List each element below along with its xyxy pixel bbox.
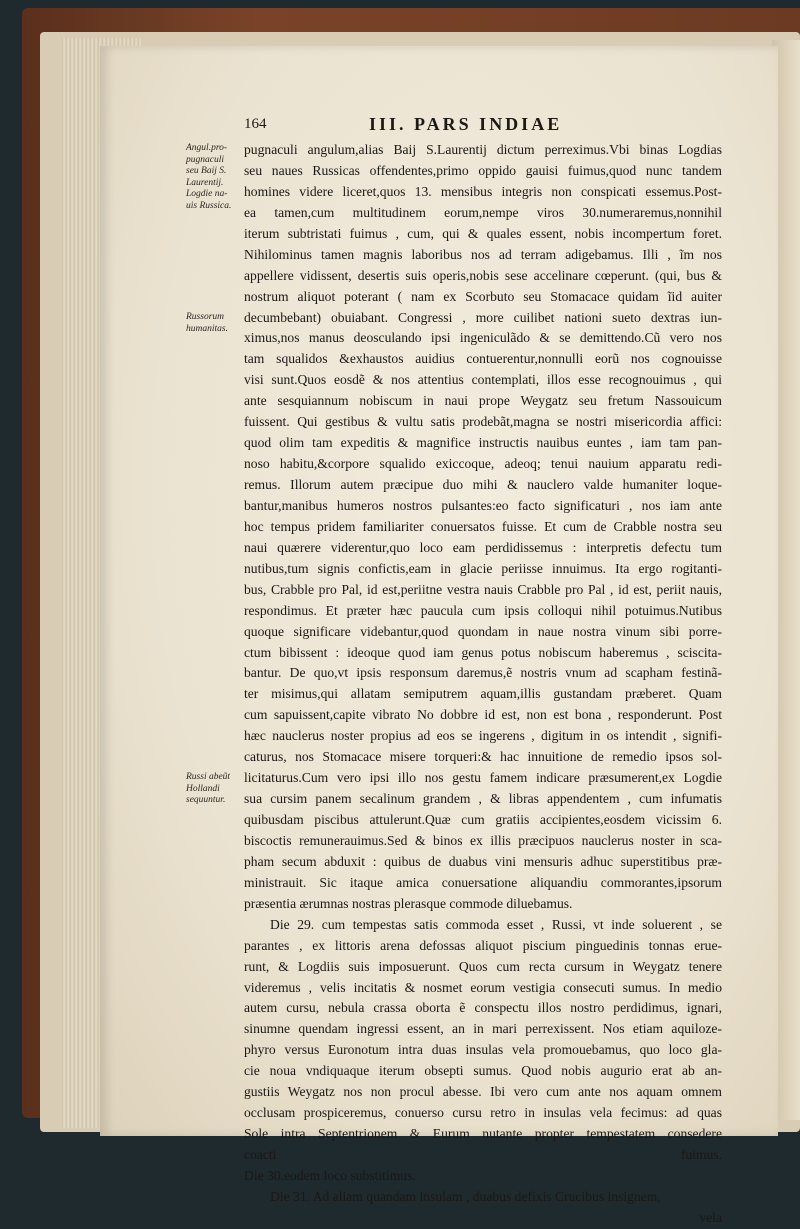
- text-line: homines videre liceret,quos 13. mensibus integris non conspicati essemus.Post-: [244, 183, 722, 199]
- text-line: occlusam prospiceremus, conuerso cursu retro in insulas vela fecimus: ad quas: [244, 1105, 722, 1121]
- text-line: gustiis Weygatz nos non procul abesse. Ibi vero cum ante nos aquam omnem: [244, 1084, 722, 1100]
- text-line: licitaturus.Cum vero ipsi illo nos gestu famem indicare præsumerent,ex Logdie: [244, 770, 722, 786]
- text-line: quod olim tam expeditis & magnifice instructis nauibus euntes , iam tam pan-: [244, 435, 722, 451]
- text-line: Nihilominus tamen magnis laboribus nos ad terram adigebamus. Illi , ĩm nos: [244, 246, 722, 262]
- text-line: bus, Crabble pro Pal, id est,periitne vestra nauis Crabble pro Pal , id est, periit nauis,: [244, 581, 722, 597]
- text-line: cum sapuissent,capite vibrato No dobbre id est, non est bona , responderunt. Post: [244, 707, 722, 723]
- text-line: videremus , velis incitatis & nosmet eorum vestigia consecuti sumus. In medio: [244, 979, 722, 995]
- text-line: remus. Illorum autem præcipue duo mihi & nauclero valde humaniter loque-: [244, 477, 722, 492]
- text-line: hoc tempus pridem familiariter conuersatos fuisse. Et cum de Crabble nostra seu: [244, 518, 722, 534]
- text-line: sua cursim panem secalinum grandem , & libras appendentem , cum infumatis: [244, 791, 722, 807]
- text-line: tam squalidos &exhaustos auidius contuerentur,nonnulli eorũ nos cognouisse: [244, 351, 722, 367]
- text-line: Die 30.eodem loco substitimus.: [244, 1167, 416, 1183]
- marginal-note-angul: Angul.pro- pugnaculi seu Baij S. Laurentij. Logdie na- uis Russica.: [186, 143, 232, 211]
- text-line: autem cursu, nebula crassa oborta ẽ conspectu illos nostro perdidimus, ignari,: [244, 1000, 722, 1016]
- running-head: III. PARS INDIAE: [369, 114, 563, 134]
- text-line: seu naues Russicas offendentes,primo oppido gauisi fuimus,quod nunc tandem: [244, 162, 722, 178]
- text-line: respondimus. Et præter hæc paucula cum ipsis colloqui nihil potuimus.Nutibus: [244, 602, 722, 618]
- text-line: phyro versus Euronotum intra duas insulas vela promouebamus, quo loco gla-: [244, 1042, 722, 1058]
- text-line: pugnaculi angulum,alias Baij S.Laurentij dictum perreximus.Vbi binas Logdias: [244, 142, 722, 157]
- body-text: [244, 140, 722, 1229]
- text-line: fuissent. Qui gestibus & vultu satis prodebãt,magna se nostri misericordia affici:: [244, 414, 722, 430]
- text-line: nostrum aliquot poterant ( nam ex Scorbuto seu Stomacace quidam ĩid auiter: [244, 288, 722, 304]
- text-line: visi sunt.Quos eosdẽ & nos attentius contemplati, illos esse recognouimus , qui: [244, 372, 722, 388]
- text-line: cie noua vndiquaque iterum obsepti sumus. Quod nobis augurio erat ab an-: [244, 1063, 722, 1079]
- text-line: Die 29. cum tempestas satis commoda esset , Russi, vt inde soluerent , se: [270, 916, 722, 932]
- text-line: hæc nauclerus noster propius ad eos se ingerens , digitum in os intendit , signifi-: [244, 728, 722, 744]
- text-line: coacti fuimus.: [244, 1147, 722, 1162]
- text-line: biscoctis remunerauimus.Sed & binos ex illis præcipuos nauclerus noster in sca-: [244, 832, 722, 848]
- text-line: Die 31. Ad aliam quandam insulam , duabus defixis Crucibus insignem,: [270, 1188, 661, 1204]
- text-line: sinumne quendam ingressi essent, an in mari perrexissent. Nos etiam aquiloze-: [244, 1021, 722, 1037]
- text-line: caturus, nos Stomacace misere torqueri:& hac innuitione de remedio ipsos sol-: [244, 749, 722, 765]
- text-line: bantur. De quo,vt ipsis responsum daremus,ẽ nostris vnum ad scapham festinã-: [244, 665, 722, 681]
- text-line: pham secum abduxit : quibus de duabus vini mensuris adhuc superstitibus præ-: [244, 853, 722, 869]
- text-line: appellere vidissent, desertis suis operis,nobis sese accelinare cœperunt. (qui, bus &: [244, 267, 722, 283]
- text-line: noso habitu,&corpore squalido exiccoque, adeoq; tenui nauium apparatu redi-: [244, 456, 722, 472]
- marginal-note-russi: Russi abeũt Hollandi sequuntur.: [186, 772, 231, 805]
- text-line: runt, & Logdiis suis imposuerunt. Quos cum recta cursum in Weygatz tenere: [244, 958, 722, 974]
- text-line: quoque significare videbantur,quod quondam in naue nostra vinum sibi porre-: [244, 623, 722, 639]
- text-line: vela: [699, 1209, 722, 1225]
- text-line: bantur,manibus humeros nostros pulsantes:eo facto significaturi , nos iam ante: [244, 497, 722, 513]
- text-line: iterum subtristati fuimus , cum, qui & quales essent, nobis incompertum foret.: [244, 225, 722, 241]
- text-line: ximus,nos manus deosculando ipsi ingeniculãdo & se demittendo.Cũ vero nos: [244, 330, 722, 346]
- text-line: ea tamen,cum multitudinem eorum,nempe viros 30.numeraremus,nonnihil: [244, 204, 722, 220]
- marginal-note-russorum: Russorum humanitas.: [186, 312, 228, 334]
- text-line: quibusdam piscibus attulerunt.Quæ cum gratiis accipientes,eosdem vicissim 6.: [244, 812, 722, 827]
- text-line: ter misimus,qui allatam semiputrem aquam,illis gustandam præberet. Quam: [244, 686, 722, 702]
- text-line: ministrauit. Sic itaque amica conuersatione aliquandiu commorantes,ipsorum: [244, 874, 722, 890]
- text-line: naui quærere viderentur,quo loco eam perdidissemus : interpretis defectu tum: [244, 539, 722, 555]
- text-line: decumbebant) obuiabant. Congressi , more cuilibet nationi sueto dextras iun-: [244, 309, 722, 325]
- text-line: nutibus,tum signis confictis,eam in glacie periisse innuimus. Ita ergo rogitanti-: [244, 560, 722, 576]
- text-line: ante sesquiannum nobiscum in naui prope Weygatz seu fretum Nassouicum: [244, 393, 722, 409]
- text-line: Sole intra Septentrionem & Eurum nutante propter tempestatem consedere: [244, 1126, 722, 1142]
- text-line: præsentia ærumnas nostras plerasque commode diluebamus.: [244, 895, 573, 911]
- text-line: ctum bibissent : ideoque quod iam genus potus nobiscum haberemus , sciscita-: [244, 644, 722, 660]
- page-header: [244, 116, 724, 138]
- page-number: 164: [244, 116, 267, 132]
- text-line: parantes , ex littoris arena defossas aliquot piscium pinguedinis tonnas erue-: [244, 937, 722, 953]
